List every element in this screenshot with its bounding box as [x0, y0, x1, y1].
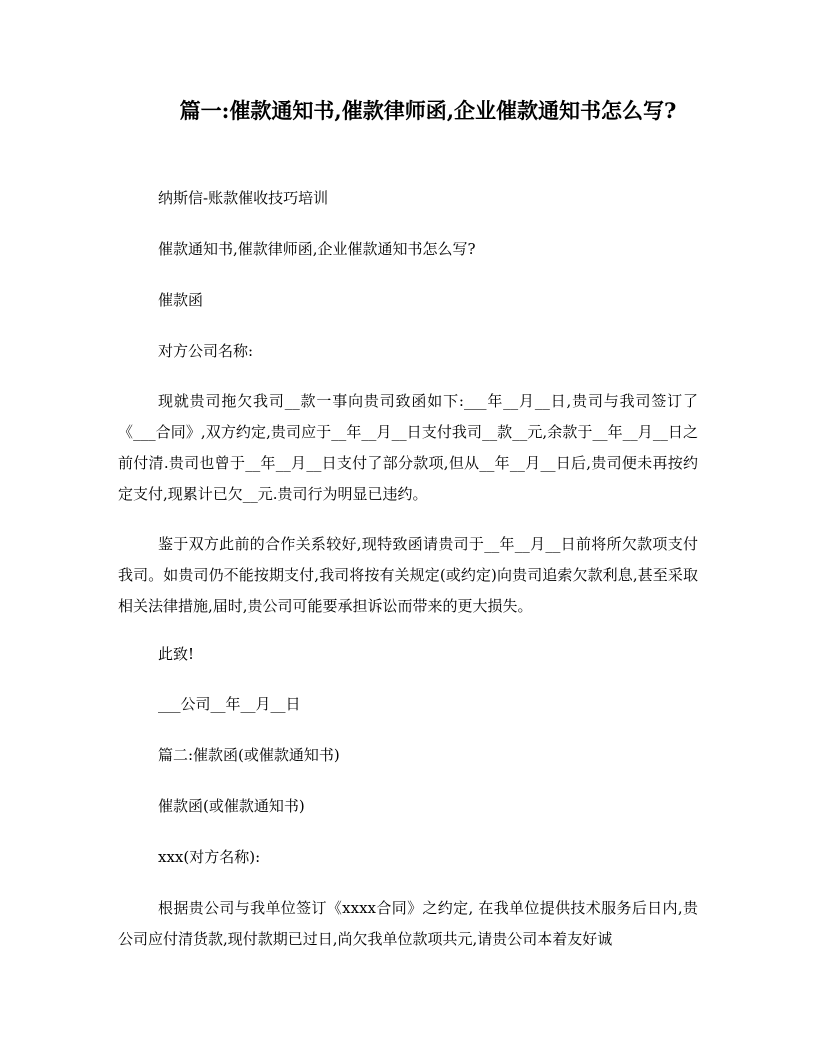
paragraph-signature: ___公司__年__月__日	[158, 695, 301, 713]
paragraph-letter-heading: 催款函	[158, 291, 204, 309]
document-title: 篇一:催款通知书,催款律师函,企业催款通知书怎么写?	[179, 98, 677, 123]
paragraph-body-request: 鉴于双方此前的合作关系较好,现特致函请贵司于__年__月__日前将所欠款项支付我司。如贵司仍不能按期支付,我司将按有关规定(或约定)向贵司追索欠款利息,甚至采取相关法律措施,届时,贵公司可能要承担诉讼而带来的更大损失。	[118, 535, 698, 615]
paragraph-subject: 催款通知书,催款律师函,企业催款通知书怎么写?	[158, 240, 476, 258]
paragraph-letter-heading-2: 催款函(或催款通知书)	[158, 797, 305, 815]
paragraph-addressee-2: xxx(对方名称):	[158, 848, 261, 866]
paragraph-body-debt: 现就贵司拖欠我司__款一事向贵司致函如下:___年__月__日,贵司与我司签订了《___合同》,双方约定,贵司应于__年__月__日支付我司__款__元,余款于__年__月__日之前付清.贵司也曾于__年__月__日支付了部分款项,但从__年__月__日后,贵司便未再按约定支付,现累计已欠__元.贵司行为明显已违约。	[118, 392, 698, 503]
paragraph-body-contract: 根据贵公司与我单位签订《xxxx合同》之约定, 在我单位提供技术服务后日内,贵公司应付清货款,现付款期已过日,尚欠我单位款项共元,请贵公司本着友好诚	[118, 899, 698, 948]
paragraph-addressee: 对方公司名称:	[158, 342, 254, 360]
paragraph-source: 纳斯信-账款催收技巧培训	[158, 189, 329, 207]
paragraph-closing: 此致!	[158, 645, 195, 663]
paragraph-section-two: 篇二:催款函(或催款通知书)	[158, 746, 340, 764]
